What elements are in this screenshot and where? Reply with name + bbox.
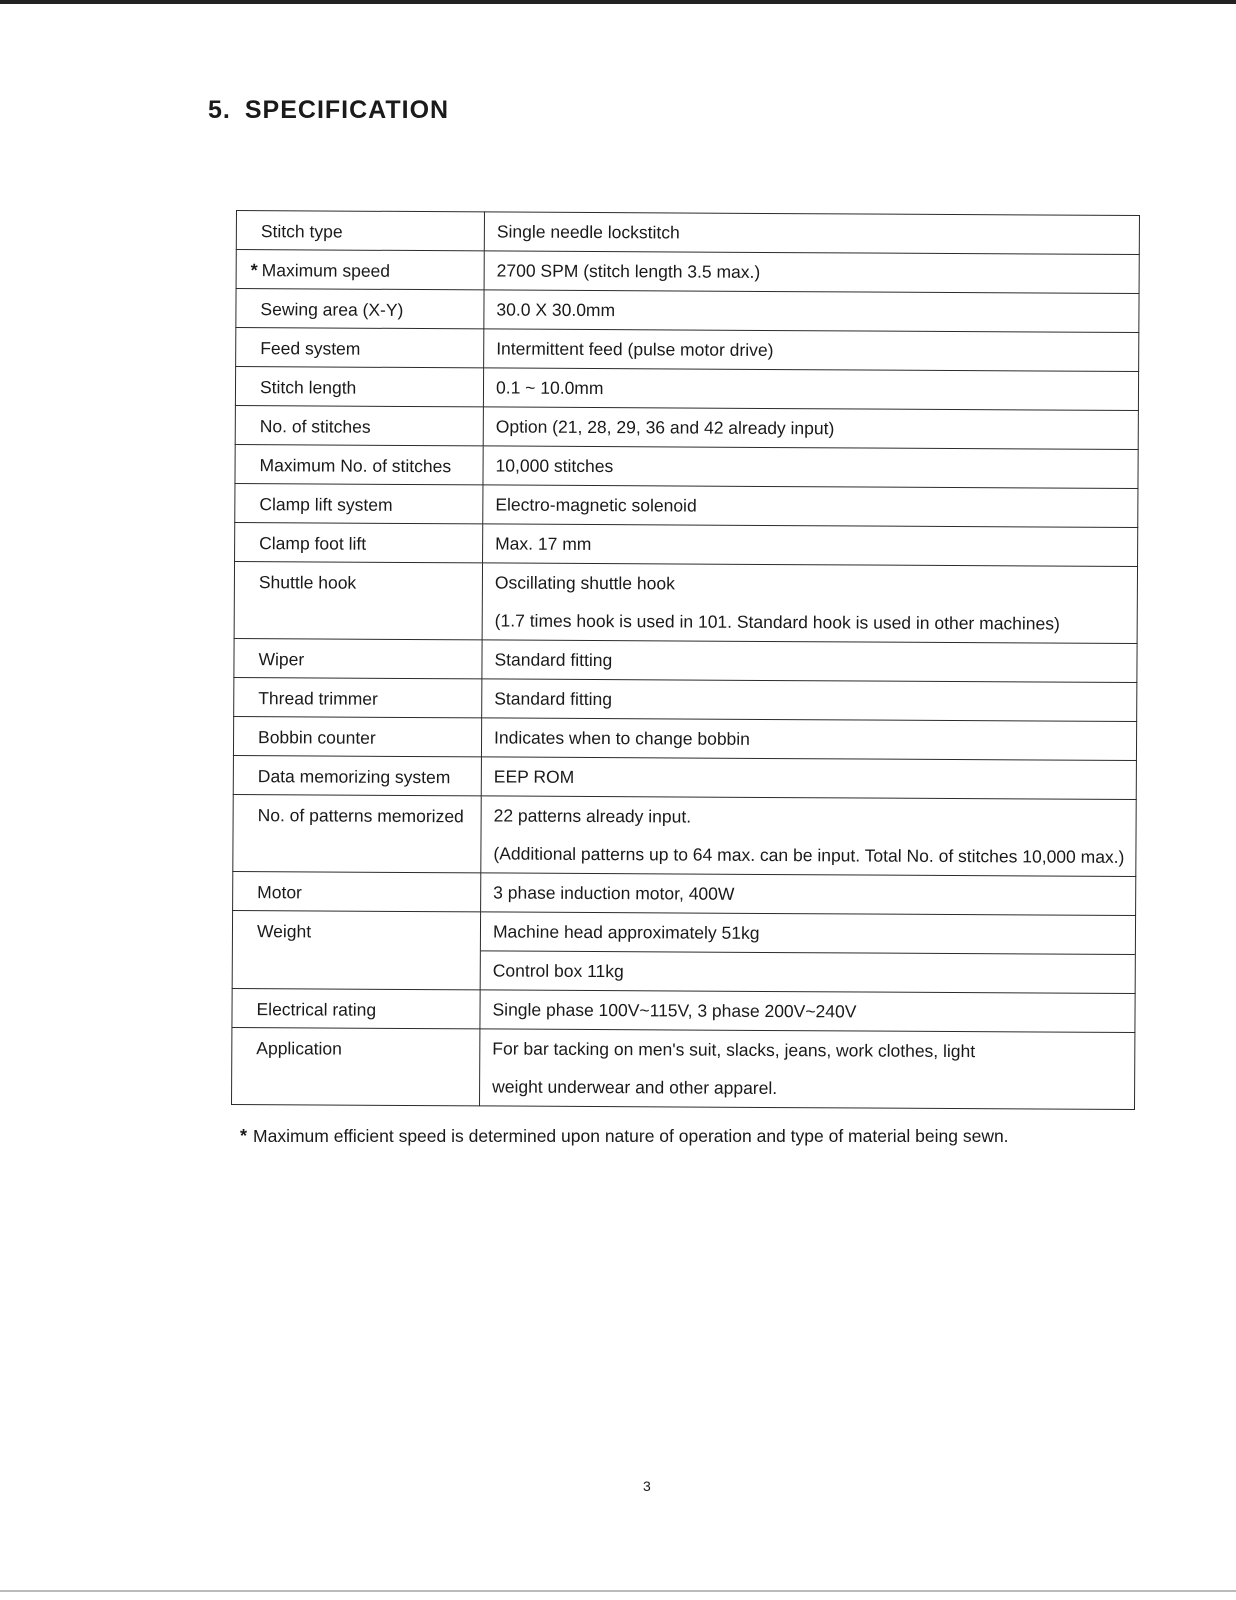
spec-label-cell bbox=[235, 367, 483, 407]
spec-row bbox=[232, 910, 1135, 993]
spec-value: 3 phase induction motor, 400W bbox=[493, 882, 735, 904]
spec-value: Indicates when to change bobbin bbox=[494, 727, 751, 749]
spec-label: Stitch length bbox=[259, 377, 357, 398]
spec-value-cell bbox=[483, 368, 1138, 411]
spec-label: No. of stitches bbox=[259, 416, 371, 437]
spec-value-cell bbox=[481, 796, 1136, 877]
spec-row bbox=[233, 794, 1136, 876]
spec-value: Single phase 100V~115V, 3 phase 200V~240V bbox=[492, 999, 857, 1022]
asterisk-marker: * bbox=[250, 260, 258, 281]
spec-label-cell bbox=[235, 405, 483, 445]
spec-label: Clamp lift system bbox=[259, 494, 393, 515]
spec-label: Motor bbox=[257, 882, 302, 903]
spec-value: Electro-magnetic solenoid bbox=[495, 494, 697, 516]
spec-row bbox=[235, 522, 1138, 566]
spec-value-cell bbox=[483, 524, 1138, 567]
spec-row bbox=[235, 367, 1138, 411]
spec-value: Oscillating shuttle hook bbox=[494, 572, 675, 594]
spec-row bbox=[233, 755, 1136, 799]
spec-label-cell bbox=[236, 211, 484, 251]
footnote-text: Maximum efficient speed is determined upon nature of operation and type of material being sewn. bbox=[253, 1126, 1009, 1146]
spec-value: Option (21, 28, 29, 36 and 42 already input) bbox=[495, 416, 835, 439]
spec-label: Data memorizing system bbox=[257, 766, 451, 788]
footnote bbox=[240, 1126, 1009, 1147]
spec-label: Stitch type bbox=[260, 221, 343, 242]
spec-value: Control box 11kg bbox=[492, 960, 624, 982]
section-heading bbox=[208, 96, 449, 125]
spec-row bbox=[233, 716, 1136, 760]
spec-value-cell bbox=[484, 329, 1139, 372]
spec-value: 22 patterns already input. bbox=[493, 805, 692, 827]
footnote-asterisk: * bbox=[240, 1126, 248, 1146]
spec-label: Electrical rating bbox=[256, 999, 377, 1020]
spec-label-cell bbox=[234, 561, 482, 639]
spec-value: Max. 17 mm bbox=[495, 533, 592, 554]
spec-label-cell bbox=[232, 1027, 480, 1105]
spec-label: No. of patterns memorized bbox=[257, 805, 464, 827]
spec-value-cell bbox=[482, 563, 1137, 644]
spec-value: (Additional patterns up to 64 max. can be input. Total No. of stitches 10,000 max.) bbox=[493, 843, 1125, 867]
spec-row bbox=[236, 289, 1139, 333]
specification-table-body bbox=[232, 211, 1140, 1110]
spec-row bbox=[232, 1027, 1135, 1109]
spec-row bbox=[234, 677, 1137, 721]
spec-label: Application bbox=[256, 1038, 342, 1059]
spec-label: Feed system bbox=[260, 338, 361, 359]
spec-label-cell bbox=[236, 250, 484, 290]
spec-label-cell bbox=[233, 755, 481, 795]
spec-value: 2700 SPM (stitch length 3.5 max.) bbox=[496, 260, 761, 282]
spec-row bbox=[236, 250, 1139, 294]
spec-value: For bar tacking on men's suit, slacks, jeans, work clothes, light bbox=[492, 1038, 976, 1062]
spec-label: Wiper bbox=[258, 649, 305, 670]
specification-table bbox=[231, 210, 1140, 1110]
spec-label: Clamp foot lift bbox=[259, 533, 367, 554]
spec-label-cell bbox=[236, 289, 484, 329]
spec-value: Machine head approximately 51kg bbox=[492, 921, 760, 943]
spec-value: Intermittent feed (pulse motor drive) bbox=[496, 338, 774, 361]
spec-label: Weight bbox=[256, 921, 312, 942]
top-border-line bbox=[0, 0, 1236, 4]
spec-label: Sewing area (X-Y) bbox=[260, 299, 404, 320]
spec-value-cell bbox=[481, 873, 1136, 916]
spec-value-cell bbox=[480, 1029, 1135, 1110]
spec-label-cell bbox=[233, 871, 481, 911]
page-number: 3 bbox=[643, 1478, 651, 1494]
spec-value-cell bbox=[482, 679, 1137, 722]
spec-label-cell bbox=[234, 638, 482, 678]
spec-value-cell bbox=[483, 485, 1138, 528]
spec-value-cell bbox=[482, 640, 1137, 683]
spec-label: Maximum No. of stitches bbox=[259, 455, 452, 477]
section-title: SPECIFICATION bbox=[244, 96, 450, 124]
spec-value: weight underwear and other apparel. bbox=[492, 1076, 778, 1099]
bottom-border-line bbox=[0, 1590, 1236, 1592]
spec-label: Thread trimmer bbox=[258, 688, 378, 709]
spec-label-cell bbox=[235, 522, 483, 562]
spec-row bbox=[234, 638, 1137, 682]
spec-value-cell bbox=[480, 912, 1135, 994]
spec-label: Maximum speed bbox=[261, 260, 391, 281]
spec-value: Single needle lockstitch bbox=[496, 221, 680, 243]
spec-label: Bobbin counter bbox=[258, 727, 376, 748]
spec-label-cell bbox=[233, 794, 481, 872]
spec-label-cell bbox=[233, 716, 481, 756]
spec-value: (1.7 times hook is used in 101. Standard hook is used in other machines) bbox=[494, 610, 1060, 634]
spec-row bbox=[235, 405, 1138, 449]
spec-row bbox=[233, 871, 1136, 915]
spec-label-cell bbox=[235, 483, 483, 523]
spec-row bbox=[236, 211, 1139, 255]
spec-value-cell bbox=[481, 757, 1136, 800]
spec-value: Standard fitting bbox=[494, 649, 613, 671]
spec-label-cell bbox=[232, 988, 480, 1028]
spec-label-cell bbox=[232, 910, 480, 989]
section-number: 5. bbox=[208, 96, 231, 124]
spec-value-cell bbox=[480, 990, 1135, 1033]
spec-value-cell bbox=[481, 718, 1136, 761]
spec-row bbox=[232, 988, 1135, 1032]
spec-row bbox=[235, 483, 1138, 527]
spec-value: Standard fitting bbox=[494, 688, 613, 710]
spec-value: 30.0 X 30.0mm bbox=[496, 299, 616, 321]
spec-value: 10,000 stitches bbox=[495, 455, 614, 477]
spec-value: EEP ROM bbox=[493, 766, 575, 787]
spec-value-cell bbox=[484, 290, 1139, 333]
spec-value-cell bbox=[484, 212, 1139, 255]
spec-label-cell bbox=[234, 677, 482, 717]
spec-row bbox=[234, 561, 1137, 643]
spec-value-cell bbox=[484, 251, 1139, 294]
spec-label-cell bbox=[236, 328, 484, 368]
spec-row bbox=[236, 328, 1139, 372]
spec-label: Shuttle hook bbox=[258, 572, 357, 593]
spec-value-cell bbox=[483, 446, 1138, 489]
spec-value: 0.1 ~ 10.0mm bbox=[495, 377, 604, 399]
spec-label-cell bbox=[235, 444, 483, 484]
spec-row bbox=[235, 444, 1138, 488]
spec-value-cell bbox=[483, 407, 1138, 450]
